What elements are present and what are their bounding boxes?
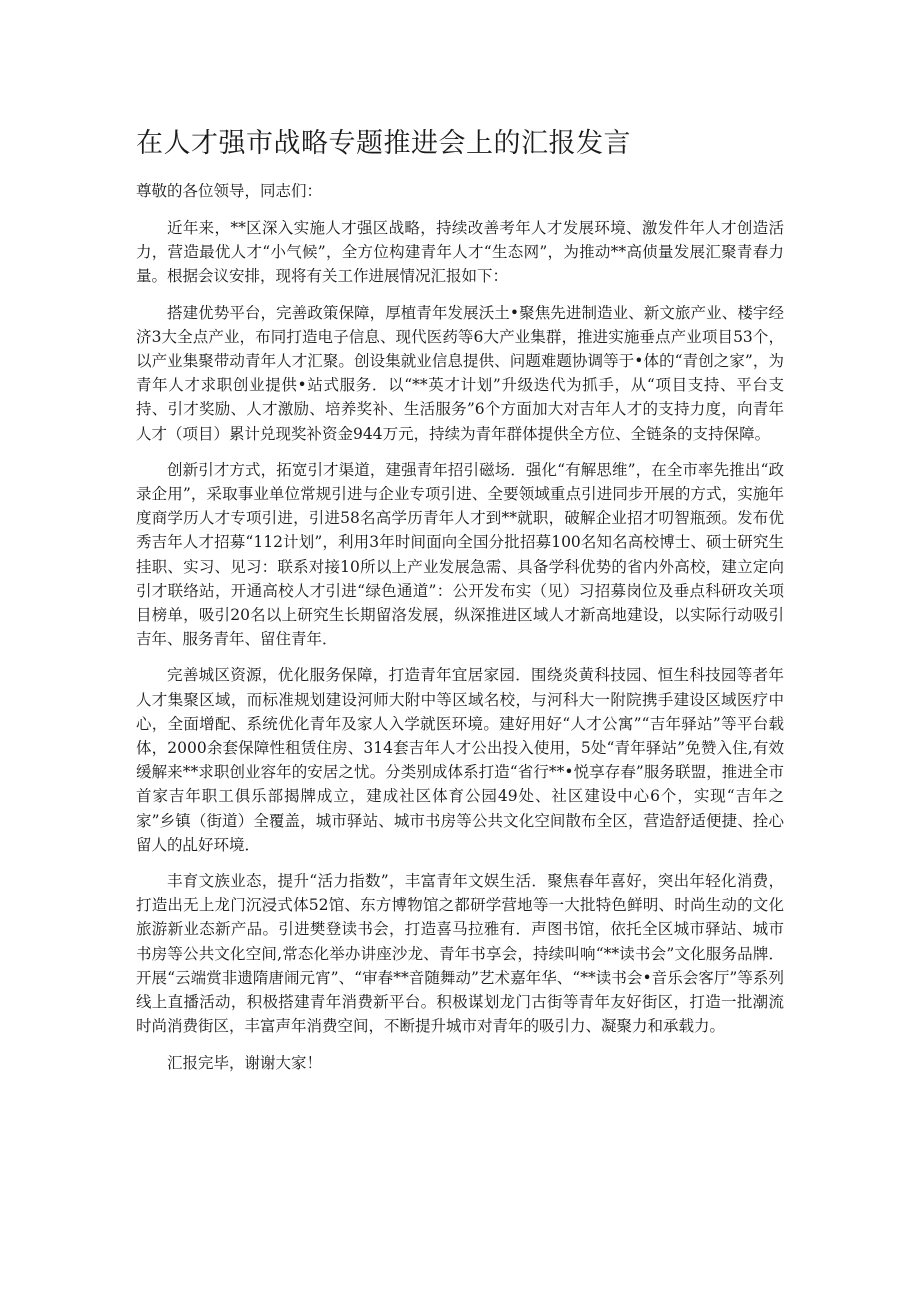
document-page bbox=[136, 124, 784, 1075]
paragraph-services: 完善城区资源，优化服务保障，打造青年宜居家园．围绕炎黄科技园、恒生科技园等者年人才集聚区域，而标准规划建设河师大附中等区域名校，与河科大一附院携手建设区域医疗中心，全面增配、系统优化青年及家人入学就医环境。建好用好“人才公寓”“吉年驿站”等平台载体，2000余套保障性租赁住房、314套吉年人才公出投入使用，5处“青年驿站”免赞入住,有效缓解来**求职创业容年的安居之忧。分类别成体系打造“省行**•悦享存春”服务联盟，推进全市首家吉年职工俱乐部揭牌成立，建成社区体育公园49处、社区建设中心6个，实现“吉年之家”乡镇（街道）全覆盖，城市驿站、城市书房等公共文化空间散布全区，营造舒适便捷、拴心留人的乩好环境． bbox=[136, 666, 784, 854]
salutation: 尊敬的各位领导，同志们： bbox=[136, 182, 323, 200]
paragraph-intro: 近年来，**区深入实施人才强区战略，持续改善考年人才发展环境、激发件年人才创造活力，营造最优人才“小气候”，全方位构建青年人才“生态网”，为推动**高侦量发展汇聚青春力量。根据会议安排，现将有关工作进展情况汇报如下： bbox=[136, 219, 784, 286]
paragraph-platform: 搭建优势平台，完善政策保障，厚植青年发展沃土•聚焦先进制造业、新文旅产业、楼宇经济3大全点产业，布同打造电子信息、现代医药等6大产业集群，推进实施垂点产业项目53个，以产业集聚带动青年人才汇聚。创设集就业信息提供、问题难题协调等于•体的“青创之家”，为青年人才求职创业提供•站式服务．以“**英才计划”升级迭代为抓手，从“项目支持、平台支持、引才奖励、人才激励、培养奖补、生活服务”6个方面加大对吉年人才的支持力度，向青年人才（项目）累计兑现奖补资金944万元，持续为青年群体提供全方位、全链条的支持保障。 bbox=[136, 303, 784, 443]
closing-remark: 汇报完毕，谢谢大家！ bbox=[167, 1053, 323, 1072]
paragraph-recruitment: 创新引才方式，拓宽引才渠道，建强青年招引磁场．强化“有解思维”，在全市率先推出“政录企用”，采取事业单位常规引进与企业专项引进、全要领域重点引进同步开展的方式，实施年度商学历人才专项引进，引进58名高学历青年人才到**就职，破解企业招才叨智瓶颈。发布优秀吉年人才招募“112计划”，利用3年时间面向全国分批招募100名知名高校博士、硕士研究生挂职、实习、见习：联系对接10所以上产业发展急需、具备学科优势的省内外高校，建立定向引才联络站，开通高校人才引进“绿色通道”：公开发布实（见）习招募岗位及垂点科研攻关项目榜单，吸引20名以上研究生长期留洛发展，纵深推进区域人才新高地建设，以实际行动吸引吉年、服务青年、留住青年． bbox=[136, 460, 784, 649]
paragraph-culture: 丰育文族业态，提升“活力指数”，丰富青年文娱生活．聚焦春年喜好，突出年轻化消费，打造出无上龙门沉浸式体52馆、东方博物馆之都研学营地等一大批特色鲜明、时尚生动的文化旅游新业态新产品。引进樊登读书会，打造喜马拉雅有．声图书馆，依托全区城市驿站、城市书房等公共文化空间,常态化举办讲座沙龙、青年书享会，持续叫响“**读书会”文化服务品牌．开展“云端赏非遗隋唐闹元宵”、“审春**音随舞动”艺术嘉年华、“**读书会•音乐会客厅”等系列线上直播活动，积极搭建青年消费新平台。积极谋划龙门古街等青年友好街区，打造一批潮流时尚消费街区，丰富声年消费空间，不断提升城市对青年的吸引力、凝聚力和承载力。 bbox=[136, 872, 784, 1036]
document-title: 在人才强市战略专题推进会上的汇报发言 bbox=[136, 128, 631, 159]
